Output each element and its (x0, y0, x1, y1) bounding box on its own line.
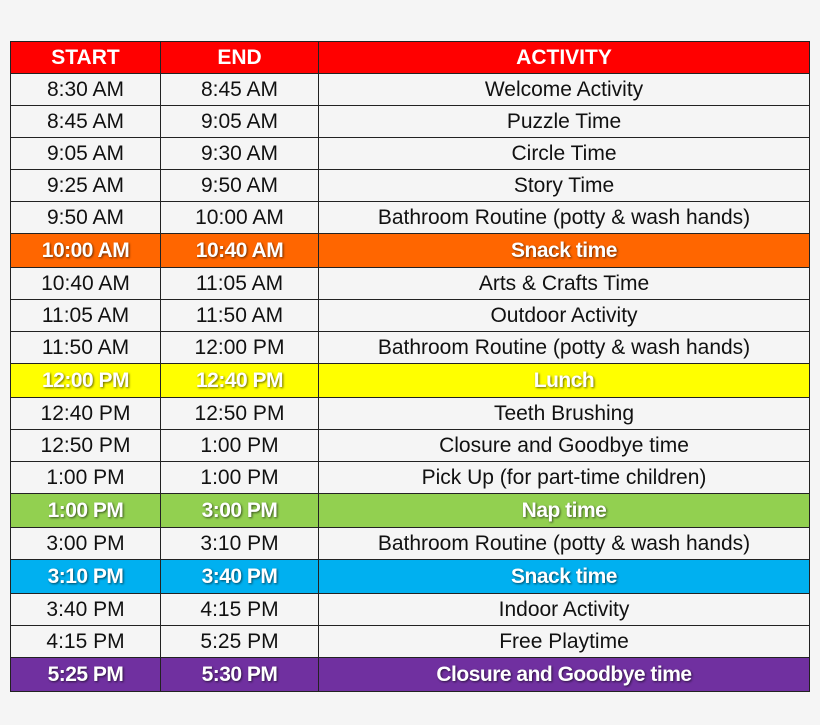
cell-start: 11:05 AM (11, 300, 161, 332)
cell-end: 1:00 PM (161, 462, 319, 494)
cell-activity: Lunch (319, 364, 810, 398)
cell-end: 11:50 AM (161, 300, 319, 332)
table-row (11, 202, 810, 234)
cell-start: 11:50 AM (11, 332, 161, 364)
cell-activity: Bathroom Routine (potty & wash hands) (319, 528, 810, 560)
table-row (11, 430, 810, 462)
highlighted-row (11, 364, 810, 398)
table-row (11, 106, 810, 138)
cell-start: 9:05 AM (11, 138, 161, 170)
cell-activity: Puzzle Time (319, 106, 810, 138)
table-row (11, 594, 810, 626)
cell-start: 1:00 PM (11, 494, 161, 528)
table-row (11, 268, 810, 300)
cell-activity: Snack time (319, 560, 810, 594)
header-start: START (11, 42, 161, 74)
highlighted-row (11, 560, 810, 594)
cell-start: 3:40 PM (11, 594, 161, 626)
cell-end: 9:50 AM (161, 170, 319, 202)
table-row (11, 170, 810, 202)
cell-start: 9:50 AM (11, 202, 161, 234)
cell-start: 5:25 PM (11, 658, 161, 692)
highlighted-row (11, 494, 810, 528)
cell-end: 12:50 PM (161, 398, 319, 430)
cell-activity: Bathroom Routine (potty & wash hands) (319, 332, 810, 364)
cell-activity: Teeth Brushing (319, 398, 810, 430)
cell-end: 3:00 PM (161, 494, 319, 528)
cell-start: 4:15 PM (11, 626, 161, 658)
cell-end: 12:40 PM (161, 364, 319, 398)
header-end: END (161, 42, 319, 74)
header-row (11, 42, 810, 74)
cell-activity: Closure and Goodbye time (319, 658, 810, 692)
cell-activity: Outdoor Activity (319, 300, 810, 332)
table-row (11, 332, 810, 364)
table-row (11, 138, 810, 170)
cell-activity: Arts & Crafts Time (319, 268, 810, 300)
cell-end: 10:00 AM (161, 202, 319, 234)
cell-activity: Closure and Goodbye time (319, 430, 810, 462)
cell-activity: Bathroom Routine (potty & wash hands) (319, 202, 810, 234)
cell-start: 8:30 AM (11, 74, 161, 106)
cell-start: 1:00 PM (11, 462, 161, 494)
cell-end: 8:45 AM (161, 74, 319, 106)
cell-end: 9:30 AM (161, 138, 319, 170)
table-row (11, 462, 810, 494)
cell-activity: Story Time (319, 170, 810, 202)
cell-start: 9:25 AM (11, 170, 161, 202)
cell-activity: Welcome Activity (319, 74, 810, 106)
cell-start: 12:00 PM (11, 364, 161, 398)
cell-start: 12:50 PM (11, 430, 161, 462)
table-row (11, 74, 810, 106)
cell-activity: Free Playtime (319, 626, 810, 658)
cell-end: 5:30 PM (161, 658, 319, 692)
cell-end: 5:25 PM (161, 626, 319, 658)
cell-end: 11:05 AM (161, 268, 319, 300)
table-row (11, 626, 810, 658)
cell-activity: Snack time (319, 234, 810, 268)
cell-start: 10:00 AM (11, 234, 161, 268)
cell-start: 10:40 AM (11, 268, 161, 300)
cell-activity: Pick Up (for part-time children) (319, 462, 810, 494)
table-row (11, 300, 810, 332)
cell-end: 4:15 PM (161, 594, 319, 626)
cell-start: 3:00 PM (11, 528, 161, 560)
table-row (11, 398, 810, 430)
cell-end: 3:40 PM (161, 560, 319, 594)
header-activity: ACTIVITY (319, 42, 810, 74)
cell-end: 12:00 PM (161, 332, 319, 364)
cell-end: 9:05 AM (161, 106, 319, 138)
cell-start: 8:45 AM (11, 106, 161, 138)
cell-activity: Circle Time (319, 138, 810, 170)
schedule-table (10, 41, 810, 692)
cell-end: 10:40 AM (161, 234, 319, 268)
cell-start: 3:10 PM (11, 560, 161, 594)
cell-end: 3:10 PM (161, 528, 319, 560)
highlighted-row (11, 234, 810, 268)
cell-activity: Indoor Activity (319, 594, 810, 626)
table-row (11, 528, 810, 560)
highlighted-row (11, 658, 810, 692)
cell-end: 1:00 PM (161, 430, 319, 462)
cell-activity: Nap time (319, 494, 810, 528)
cell-start: 12:40 PM (11, 398, 161, 430)
